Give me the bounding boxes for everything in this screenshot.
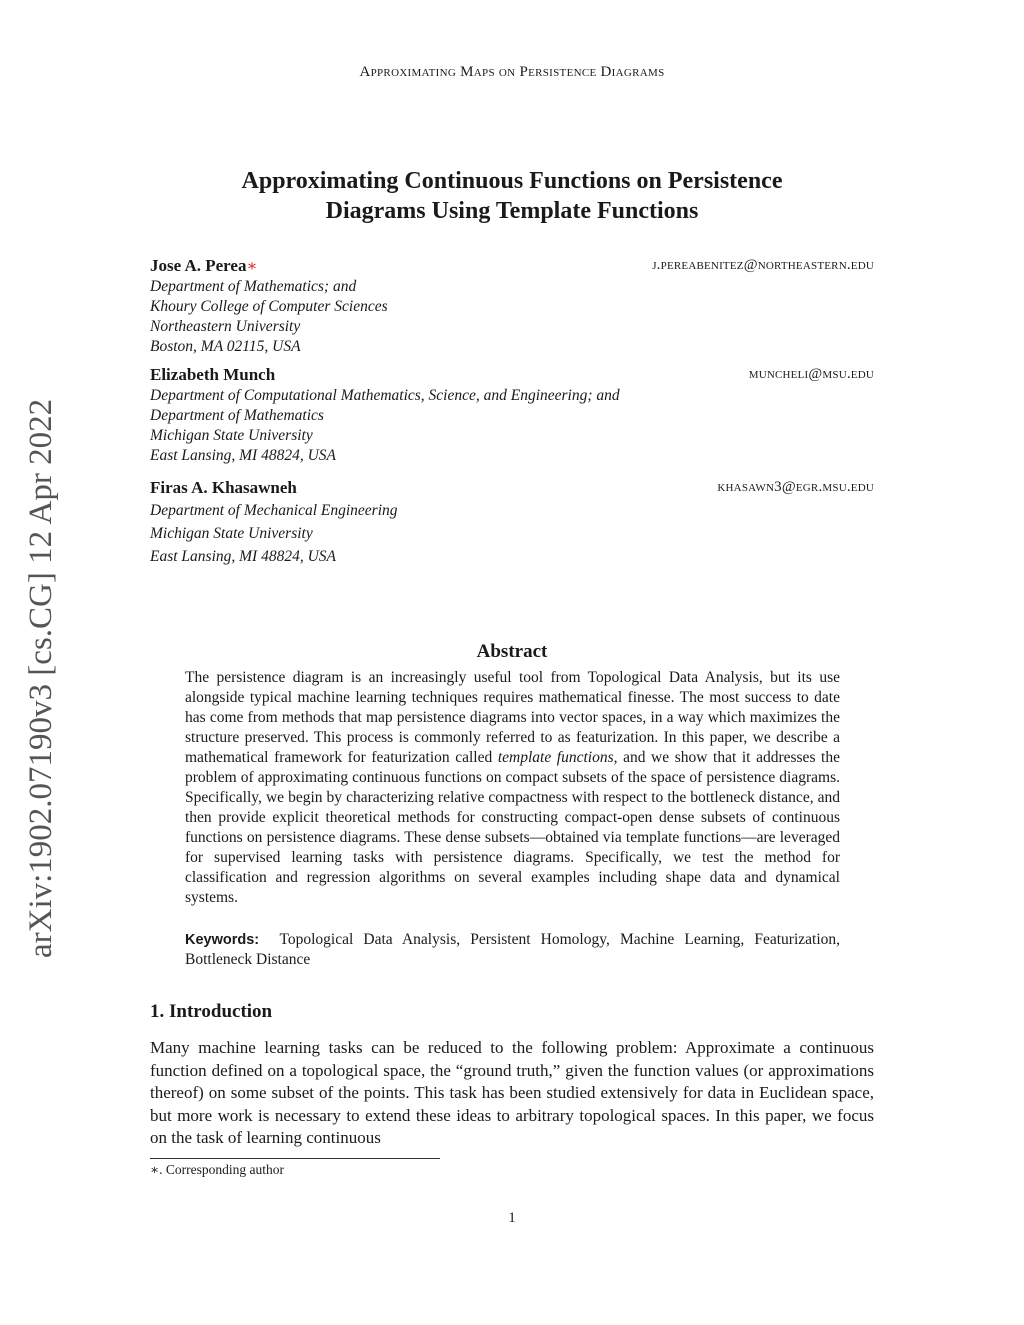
author-email[interactable]: muncheli@msu.edu: [748, 366, 874, 382]
title-line-1: Approximating Continuous Functions on Persistence: [241, 168, 783, 194]
affiliation-line: Khoury College of Computer Sciences: [150, 298, 388, 315]
affiliation-line: Boston, MA 02115, USA: [150, 338, 301, 355]
running-head: Approximating Maps on Persistence Diagrams: [359, 64, 665, 80]
intro-paragraph: Many machine learning tasks can be reduced to the following problem: Approximate a continuous function defined on a topological space, the “ground truth,” given the function values (or approximations thereof) on some subset of the points. This task has been studied extensively for data in Euclidean space, but more work is necessary to extend these ideas to arbitrary topological spaces. In this paper, we focus on the task of learning continuous: [150, 1038, 874, 1147]
author-email[interactable]: j.pereabenitez@northeastern.edu: [652, 257, 874, 273]
keywords: [185, 930, 840, 970]
title-line-2: Diagrams Using Template Functions: [325, 198, 699, 224]
footnote-divider: [150, 1158, 440, 1159]
section-heading: 1. Introduction: [150, 1001, 273, 1022]
paper-title: [150, 166, 874, 226]
affiliation-line: Michigan State University: [150, 525, 313, 542]
keywords-label: Keywords:: [185, 932, 260, 948]
affiliation-line: East Lansing, MI 48824, USA: [150, 447, 336, 464]
abstract-text: The persistence diagram is an increasingly useful tool from Topological Data Analysis, but its use alongside typical machine learning techniques requires mathematical finesse. The most success to date has come from methods that map persistence diagrams into vector spaces, in a way which maximizes the structure preserved. This process is commonly referred to as featurization. In this paper, we describe a mathematical framework for featurization called: [185, 669, 840, 766]
author-name: Elizabeth Munch: [150, 365, 276, 384]
author-3: [150, 477, 398, 568]
abstract-body: [185, 668, 840, 908]
affiliation-line: Northeastern University: [150, 318, 301, 335]
abstract-emphasis: template functions: [497, 749, 614, 766]
page-number: 1: [508, 1210, 516, 1226]
affiliation-line: Department of Mechanical Engineering: [150, 502, 398, 519]
affiliation-line: Department of Mathematics: [150, 407, 324, 424]
affiliation-line: Department of Computational Mathematics, Science, and Engineering; and: [150, 387, 620, 404]
corresponding-mark: ∗: [246, 258, 258, 275]
author-name: Firas A. Khasawneh: [150, 478, 297, 497]
author-1: [150, 255, 388, 357]
arxiv-stamp: arXiv:1902.07190v3 [cs.CG] 12 Apr 2022: [23, 398, 59, 958]
author-email[interactable]: khasawn3@egr.msu.edu: [717, 479, 874, 495]
author-name: Jose A. Perea: [150, 256, 247, 275]
affiliation-line: Department of Mathematics; and: [150, 278, 357, 295]
affiliation-line: Michigan State University: [150, 427, 313, 444]
affiliation-line: East Lansing, MI 48824, USA: [150, 548, 336, 565]
author-2: [150, 364, 620, 466]
keywords-text: Topological Data Analysis, Persistent Homology, Machine Learning, Featurization, Bottleneck Distance: [185, 931, 841, 968]
abstract-text: , and we show that it addresses the problem of approximating continuous functions on compact subsets of the space of persistence diagrams. Specifically, we begin by characterizing relative compactness with respect to the bottleneck distance, and then provide explicit theoretical methods for constructing compact-open dense subsets of continuous functions on persistence diagrams. These dense subsets—obtained via template functions—are leveraged for supervised learning tasks with persistence diagrams. Specifically, we test the method for classification and regression algorithms on several examples including shape data and dynamical systems.: [185, 749, 840, 906]
footnote: ∗. Corresponding author: [150, 1162, 285, 1177]
abstract-heading: Abstract: [476, 641, 548, 662]
